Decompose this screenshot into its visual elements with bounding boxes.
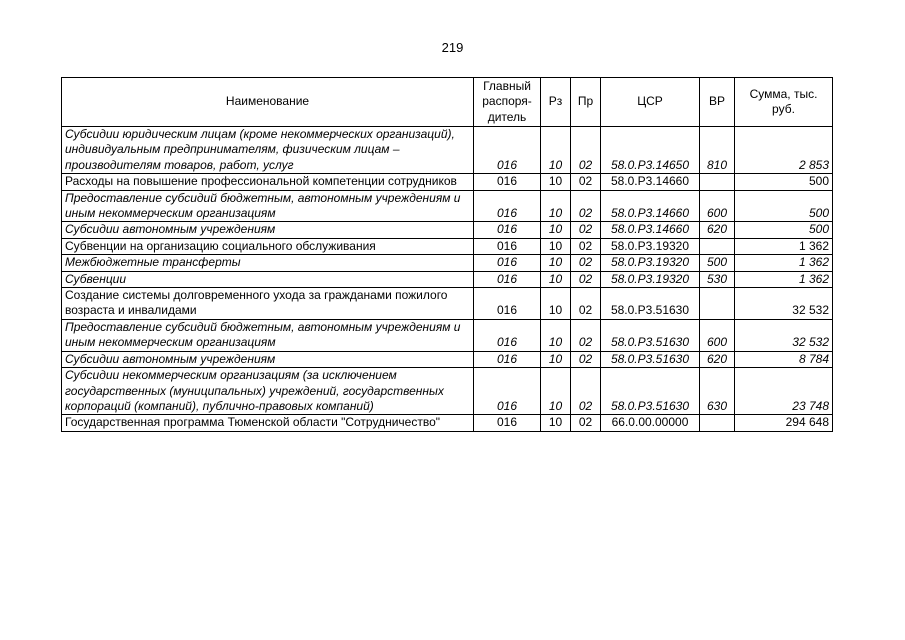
cell-csr: 58.0.Р3.51630 bbox=[601, 368, 700, 415]
table-row bbox=[62, 319, 833, 351]
cell-csr: 58.0.Р3.51630 bbox=[601, 288, 700, 320]
cell-grbs: 016 bbox=[474, 368, 541, 415]
table-row bbox=[62, 127, 833, 174]
cell-pr: 02 bbox=[571, 415, 601, 431]
cell-sum: 500 bbox=[735, 190, 833, 222]
cell-vr: 620 bbox=[700, 351, 735, 367]
cell-rz: 10 bbox=[541, 174, 571, 190]
cell-pr: 02 bbox=[571, 255, 601, 271]
cell-sum: 2 853 bbox=[735, 127, 833, 174]
cell-sum: 294 648 bbox=[735, 415, 833, 431]
cell-rz: 10 bbox=[541, 288, 571, 320]
cell-vr: 600 bbox=[700, 190, 735, 222]
cell-rz: 10 bbox=[541, 190, 571, 222]
header-pr: Пр bbox=[571, 78, 601, 127]
cell-csr: 58.0.Р3.14660 bbox=[601, 222, 700, 238]
cell-grbs: 016 bbox=[474, 255, 541, 271]
cell-vr: 600 bbox=[700, 319, 735, 351]
cell-grbs: 016 bbox=[474, 351, 541, 367]
cell-rz: 10 bbox=[541, 255, 571, 271]
cell-grbs: 016 bbox=[474, 222, 541, 238]
cell-pr: 02 bbox=[571, 238, 601, 254]
cell-pr: 02 bbox=[571, 319, 601, 351]
cell-name: Субсидии юридическим лицам (кроме некоммерческих организаций), индивидуальным предпринимателям, физическим лицам – производителям товаров, работ, услуг bbox=[62, 127, 474, 174]
cell-grbs: 016 bbox=[474, 127, 541, 174]
cell-rz: 10 bbox=[541, 127, 571, 174]
cell-vr bbox=[700, 238, 735, 254]
cell-pr: 02 bbox=[571, 368, 601, 415]
table-row bbox=[62, 222, 833, 238]
cell-name: Предоставление субсидий бюджетным, автономным учреждениям и иным некоммерческим организациям bbox=[62, 319, 474, 351]
header-sum: Сумма, тыс. руб. bbox=[735, 78, 833, 127]
cell-sum: 1 362 bbox=[735, 271, 833, 287]
cell-sum: 500 bbox=[735, 174, 833, 190]
cell-rz: 10 bbox=[541, 351, 571, 367]
cell-csr: 58.0.Р3.51630 bbox=[601, 319, 700, 351]
cell-pr: 02 bbox=[571, 271, 601, 287]
cell-sum: 8 784 bbox=[735, 351, 833, 367]
table-row bbox=[62, 368, 833, 415]
header-vr: ВР bbox=[700, 78, 735, 127]
cell-csr: 58.0.Р3.19320 bbox=[601, 255, 700, 271]
table-row bbox=[62, 190, 833, 222]
cell-vr bbox=[700, 174, 735, 190]
header-csr: ЦСР bbox=[601, 78, 700, 127]
table-header-row bbox=[62, 78, 833, 127]
cell-vr: 810 bbox=[700, 127, 735, 174]
table-row bbox=[62, 255, 833, 271]
cell-grbs: 016 bbox=[474, 288, 541, 320]
cell-name: Государственная программа Тюменской области "Сотрудничество" bbox=[62, 415, 474, 431]
cell-grbs: 016 bbox=[474, 415, 541, 431]
cell-csr: 58.0.Р3.19320 bbox=[601, 271, 700, 287]
cell-sum: 23 748 bbox=[735, 368, 833, 415]
cell-grbs: 016 bbox=[474, 174, 541, 190]
cell-grbs: 016 bbox=[474, 319, 541, 351]
cell-pr: 02 bbox=[571, 174, 601, 190]
cell-pr: 02 bbox=[571, 288, 601, 320]
table-row bbox=[62, 238, 833, 254]
cell-name: Расходы на повышение профессиональной компетенции сотрудников bbox=[62, 174, 474, 190]
cell-vr: 620 bbox=[700, 222, 735, 238]
cell-rz: 10 bbox=[541, 271, 571, 287]
page-number: 219 bbox=[441, 40, 464, 55]
table-row bbox=[62, 415, 833, 431]
table-row bbox=[62, 174, 833, 190]
cell-name: Субсидии автономным учреждениям bbox=[62, 222, 474, 238]
cell-grbs: 016 bbox=[474, 271, 541, 287]
table-row bbox=[62, 271, 833, 287]
cell-rz: 10 bbox=[541, 368, 571, 415]
cell-name: Субсидии некоммерческим организациям (за исключением государственных (муниципальных) учреждений, государственных корпораций (компаний), публично-правовых компаний) bbox=[62, 368, 474, 415]
cell-pr: 02 bbox=[571, 351, 601, 367]
table-row bbox=[62, 351, 833, 367]
cell-pr: 02 bbox=[571, 127, 601, 174]
cell-rz: 10 bbox=[541, 238, 571, 254]
cell-name: Субвенции на организацию социального обслуживания bbox=[62, 238, 474, 254]
cell-csr: 58.0.Р3.19320 bbox=[601, 238, 700, 254]
cell-rz: 10 bbox=[541, 222, 571, 238]
cell-vr bbox=[700, 415, 735, 431]
cell-name: Субвенции bbox=[62, 271, 474, 287]
cell-vr: 630 bbox=[700, 368, 735, 415]
cell-csr: 58.0.Р3.51630 bbox=[601, 351, 700, 367]
header-name: Наименование bbox=[62, 78, 474, 127]
cell-sum: 32 532 bbox=[735, 288, 833, 320]
cell-pr: 02 bbox=[571, 190, 601, 222]
header-grbs: Главный распоря-дитель bbox=[474, 78, 541, 127]
table-row bbox=[62, 288, 833, 320]
cell-sum: 1 362 bbox=[735, 255, 833, 271]
header-rz: Рз bbox=[541, 78, 571, 127]
cell-csr: 66.0.00.00000 bbox=[601, 415, 700, 431]
cell-name: Создание системы долговременного ухода за гражданами пожилого возраста и инвалидами bbox=[62, 288, 474, 320]
cell-rz: 10 bbox=[541, 415, 571, 431]
cell-pr: 02 bbox=[571, 222, 601, 238]
cell-vr: 530 bbox=[700, 271, 735, 287]
cell-csr: 58.0.Р3.14660 bbox=[601, 190, 700, 222]
cell-sum: 1 362 bbox=[735, 238, 833, 254]
cell-name: Межбюджетные трансферты bbox=[62, 255, 474, 271]
cell-sum: 32 532 bbox=[735, 319, 833, 351]
cell-sum: 500 bbox=[735, 222, 833, 238]
cell-vr bbox=[700, 288, 735, 320]
cell-csr: 58.0.Р3.14650 bbox=[601, 127, 700, 174]
budget-table bbox=[61, 77, 833, 432]
cell-rz: 10 bbox=[541, 319, 571, 351]
cell-grbs: 016 bbox=[474, 190, 541, 222]
cell-name: Субсидии автономным учреждениям bbox=[62, 351, 474, 367]
cell-csr: 58.0.Р3.14660 bbox=[601, 174, 700, 190]
cell-grbs: 016 bbox=[474, 238, 541, 254]
cell-name: Предоставление субсидий бюджетным, автономным учреждениям и иным некоммерческим организациям bbox=[62, 190, 474, 222]
cell-vr: 500 bbox=[700, 255, 735, 271]
